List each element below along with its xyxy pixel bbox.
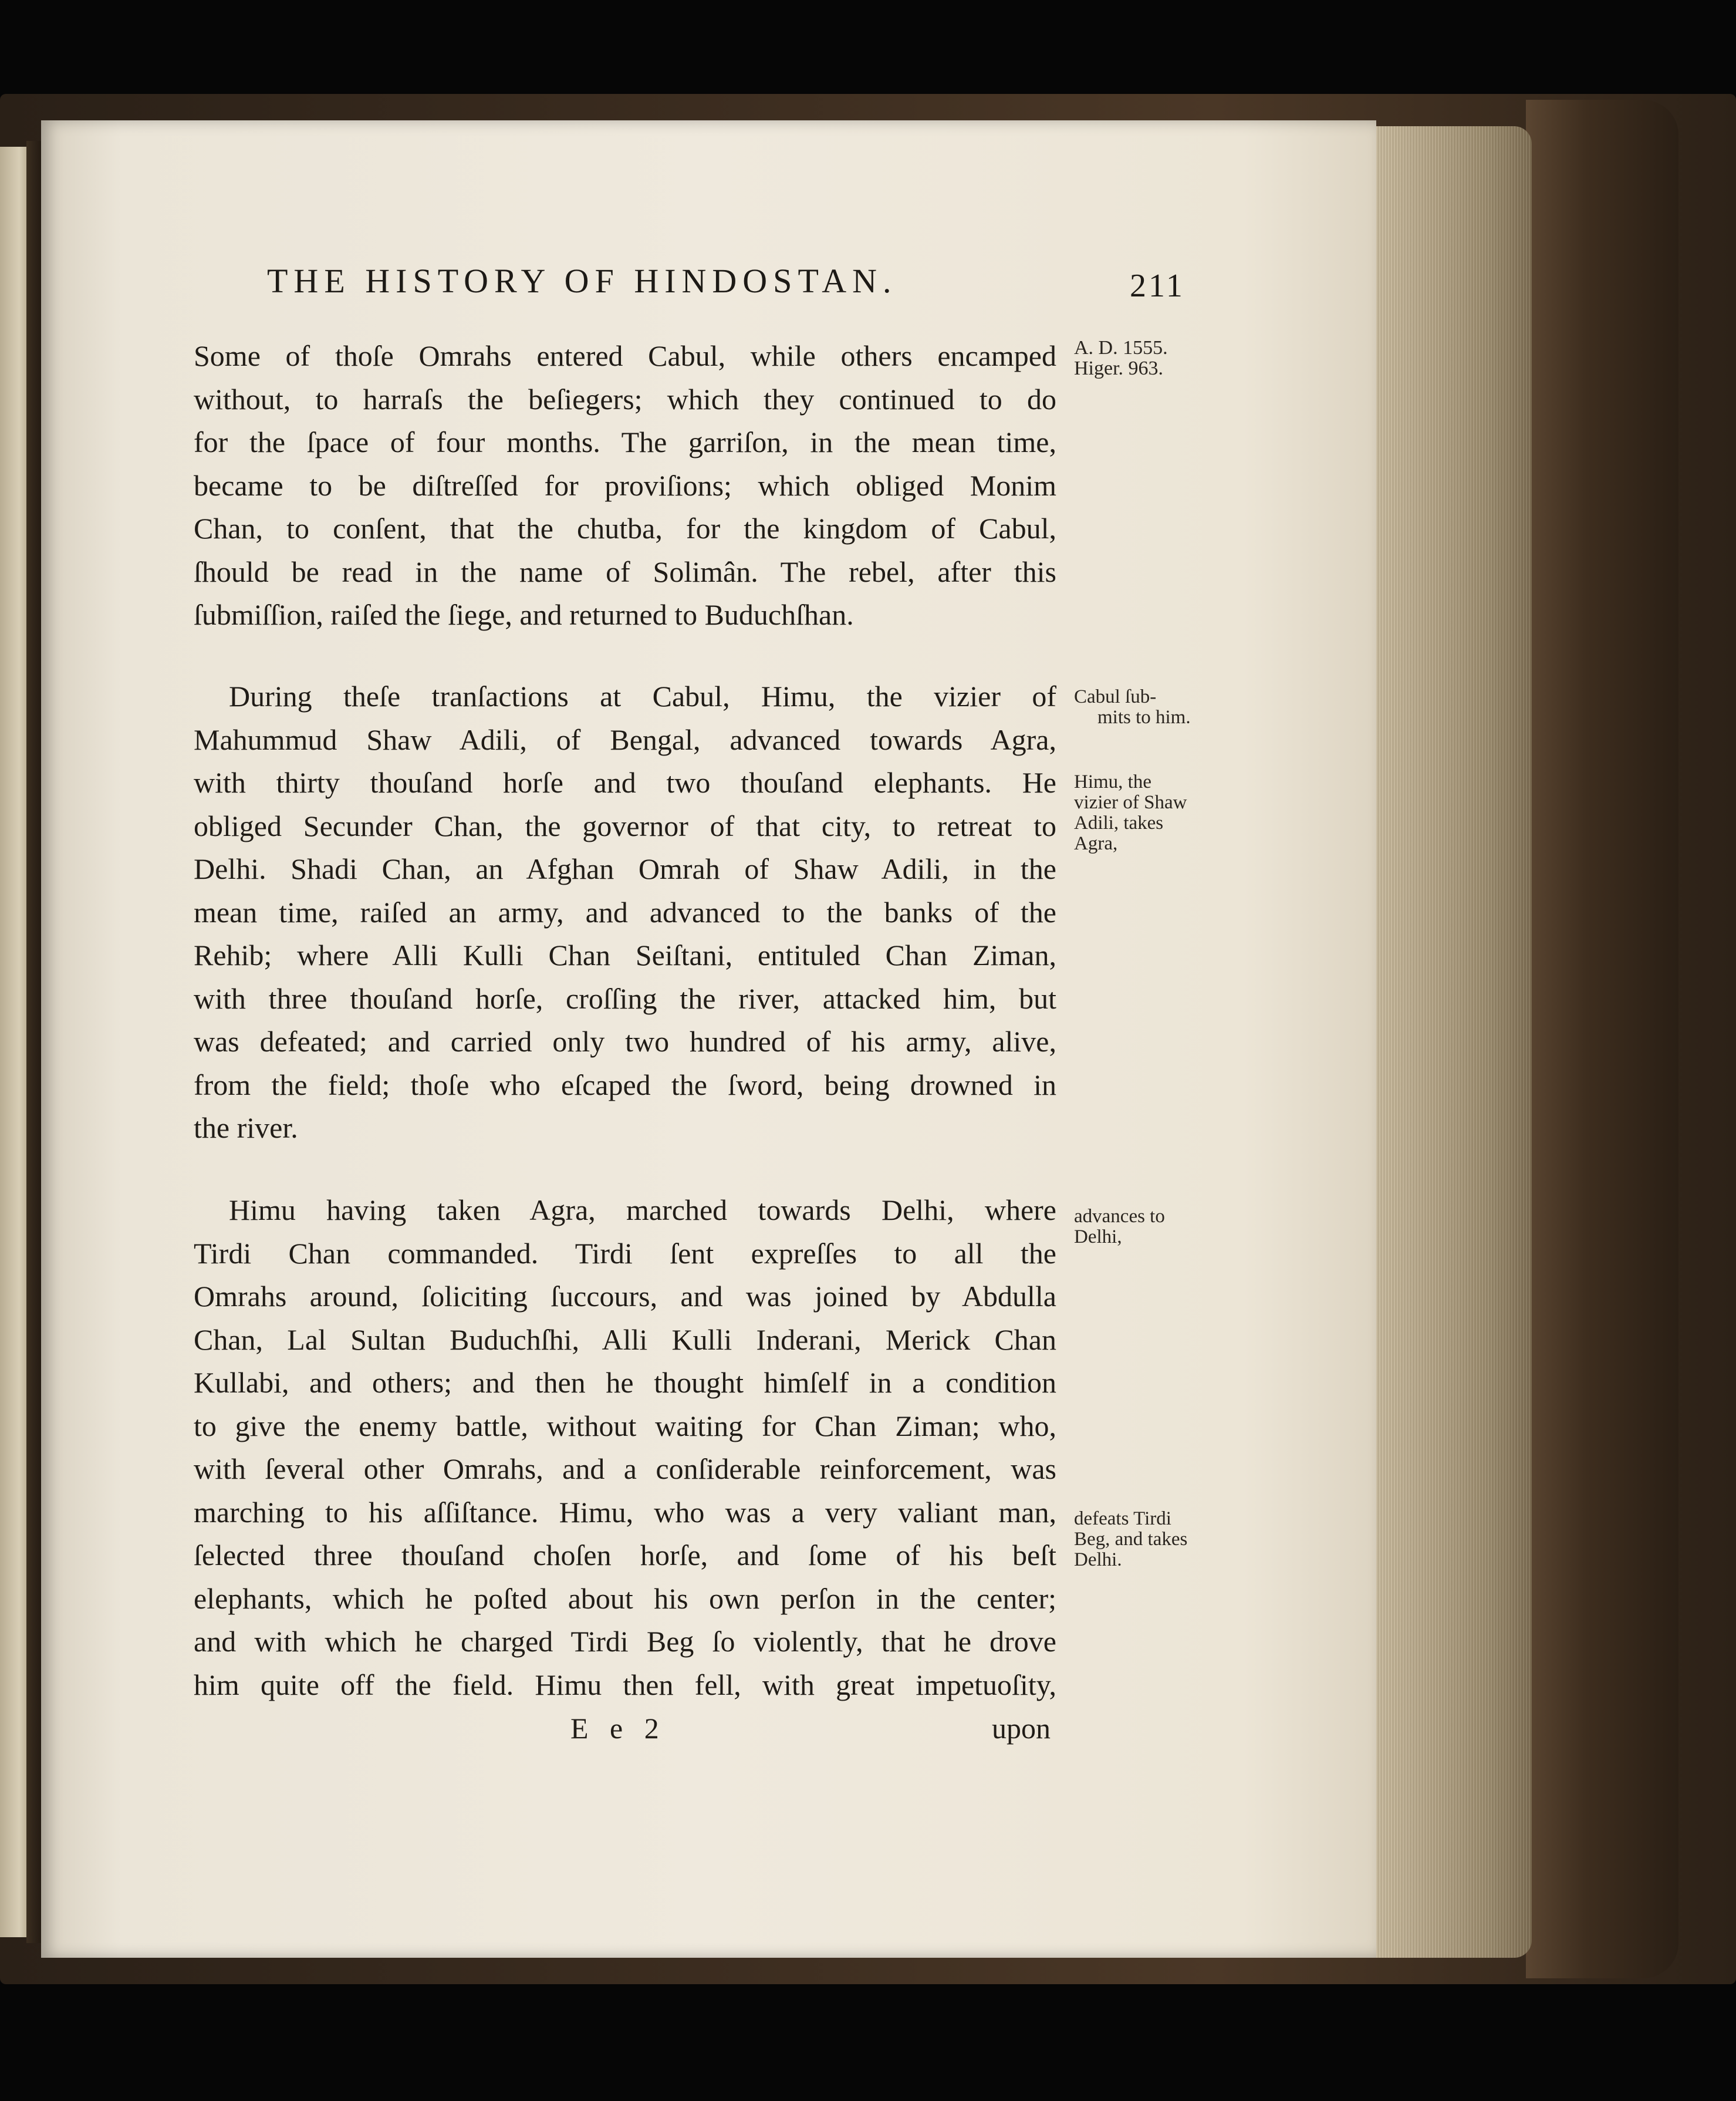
text-line: the river. [194,1111,298,1144]
text-line: ſhould be read in the name of Solimân. The rebel, after this [194,555,1056,588]
margin-note-line: Himu, the [1074,771,1151,792]
margin-note-date [1074,338,1209,379]
book-binding-edge [1526,100,1678,1978]
running-head: THE HISTORY OF HINDOSTAN. [267,262,897,300]
paragraph-1 [194,335,1056,637]
paragraph-2 [194,675,1056,1150]
text-line: without, to harraſs the beſiegers; which they continued to do [194,382,1056,416]
catchword: upon [992,1712,1051,1745]
text-line: ſelected three thouſand choſen horſe, and ſome of his beſt [194,1539,1056,1571]
text-line: to give the enemy battle, without waiting for Chan Ziman; who, [194,1409,1056,1442]
text-line: ſubmiſſion, raiſed the ſiege, and returned to Buduchſhan. [194,598,854,631]
text-line: Delhi. Shadi Chan, an Afghan Omrah of Shaw Adili, in the [194,852,1056,885]
text-line: was defeated; and carried only two hundred of his army, alive, [194,1025,1056,1058]
text-line: Chan, Lal Sultan Buduchſhi, Alli Kulli Inderani, Merick Chan [194,1323,1056,1356]
text-line: marching to his aſſiſtance. Himu, who was a very valiant man, [194,1495,1056,1529]
margin-note-line: mits to him. [1097,707,1191,728]
margin-note-line: Adili, takes [1074,812,1164,834]
page-number: 211 [1130,268,1185,304]
margin-note-line: A. D. 1555. [1074,337,1168,359]
text-line: with ſeveral other Omrahs, and a conſiderable reinforcement, was [194,1452,1056,1485]
margin-note-line: Delhi, [1074,1226,1122,1247]
text-line: Omrahs around, ſoliciting ſuccours, and was joined by Abdulla [194,1280,1056,1313]
margin-note-line: advances to [1074,1206,1165,1227]
text-line: with three thouſand horſe, croſſing the river, attacked him, but [194,982,1056,1015]
margin-note-line: defeats Tirdi [1074,1508,1171,1529]
text-line: Mahummud Shaw Adili, of Bengal, advanced towards Agra, [194,723,1056,756]
margin-note-line: Higer. 963. [1074,358,1164,379]
margin-note-line: Beg, and takes [1074,1529,1188,1550]
page-block-edges [1362,126,1532,1958]
margin-note-line: Delhi. [1074,1549,1122,1570]
text-line: Chan, to conſent, that the chutba, for the kingdom of Cabul, [194,512,1056,545]
text-line: mean time, raiſed an army, and advanced to the banks of the [194,895,1056,929]
margin-note-cabul [1074,687,1209,728]
margin-note-himu-takes-agra [1074,772,1209,854]
text-line: Kullabi, and others; and then he thought himſelf in a condition [194,1366,1056,1399]
text-line: obliged Secunder Chan, the governor of that city, to retreat to [194,809,1056,842]
text-line: became to be diſtreſſed for proviſions; which obliged Monim [194,468,1056,502]
paragraph-3 [194,1189,1056,1707]
margin-note-line: vizier of Shaw [1074,792,1187,813]
margin-note-defeats [1074,1509,1209,1570]
margin-note-advances [1074,1206,1209,1247]
text-line: him quite off the field. Himu then fell, with great impetuoſity, [194,1668,1056,1701]
margin-note-line: Cabul ſub- [1074,686,1157,707]
text-line: Himu having taken Agra, marched towards Delhi, where [229,1193,1056,1226]
text-line: with thirty thouſand horſe and two thouſand elephants. He [194,766,1056,799]
margin-note-line: Agra, [1074,833,1118,854]
text-line: Rehib; where Alli Kulli Chan Seiſtani, entituled Chan Ziman, [194,939,1056,972]
text-line: for the ſpace of four months. The garriſon, in the mean time, [194,426,1056,458]
text-line: During theſe tranſactions at Cabul, Himu, the vizier of [229,680,1056,713]
text-line: Tirdi Chan commanded. Tirdi ſent expreſſes to all the [194,1236,1056,1270]
text-line: elephants, which he poſted about his own perſon in the center; [194,1581,1056,1615]
text-line: and with which he charged Tirdi Beg ſo violently, that he drove [194,1625,1056,1658]
text-line: from the field; thoſe who eſcaped the ſword, being drowned in [194,1068,1056,1101]
text-line: Some of thoſe Omrahs entered Cabul, while others encamped [194,339,1056,372]
printer-signature: E e 2 [570,1712,666,1745]
